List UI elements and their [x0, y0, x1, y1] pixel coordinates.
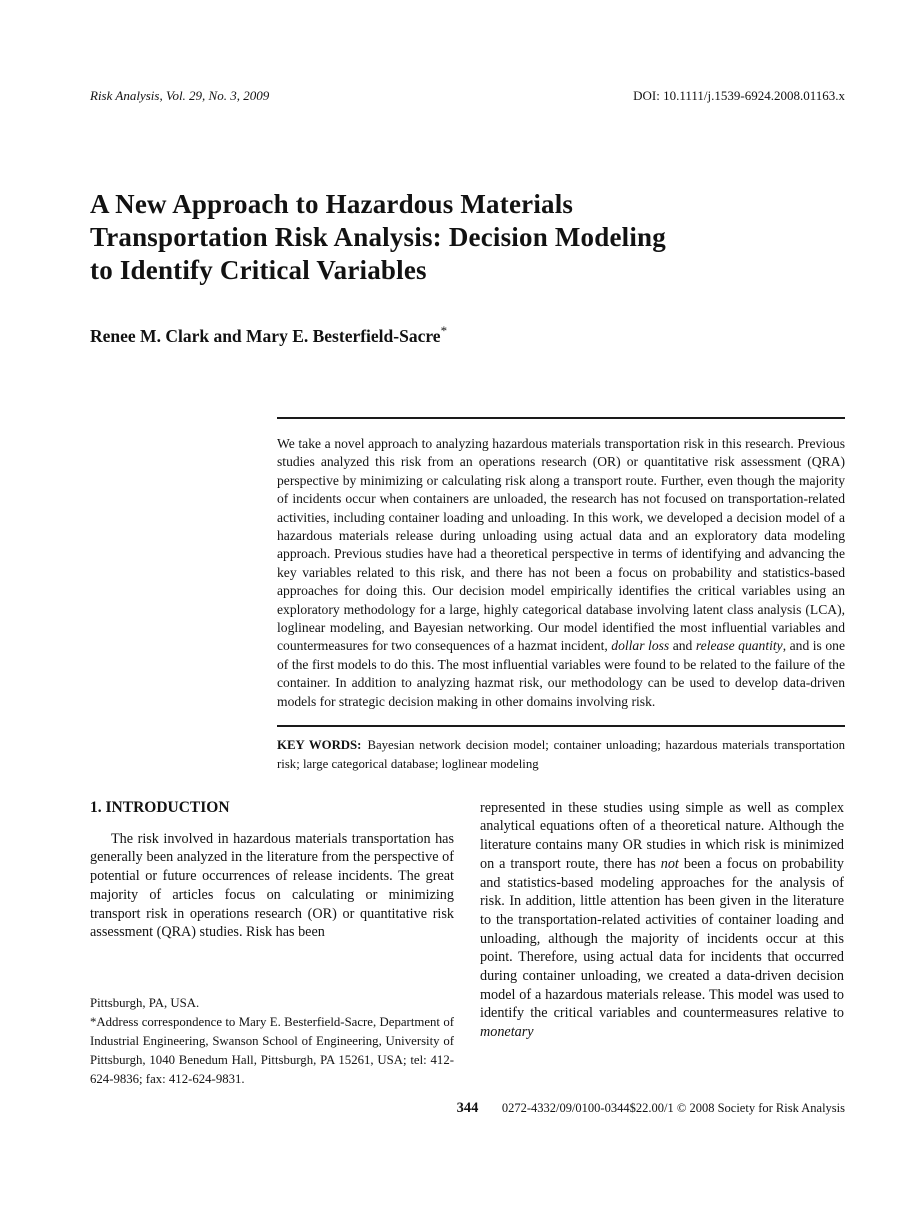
body-segment-italic: monetary: [480, 1024, 534, 1041]
copyright-line: 0272-4332/09/0100-0344$22.00/1 © 2008 Society for Risk Analysis: [501, 1100, 845, 1115]
abstract-top-rule: [277, 417, 845, 419]
author-affiliation-mark: *: [440, 323, 448, 339]
author-line: [90, 325, 845, 347]
running-head: [90, 88, 845, 104]
abstract-segment-italic: dollar loss: [611, 638, 670, 654]
page-number: 344: [456, 1099, 479, 1116]
correspondence-footnote: [90, 994, 454, 1089]
introduction-right-paragraph: [480, 799, 844, 1042]
doi-text: DOI: 10.1111/j.1539-6924.2008.01163.x: [633, 88, 845, 103]
abstract-block: [277, 417, 845, 774]
article-title-line-2: Transportation Risk Analysis: Decision Modeling: [90, 222, 666, 252]
body-segment: represented in these studies using simple as well as complex analytical equations often of a theoretical nature. Although the literature contains many OR studies in which risk is minimized on a transport route, there has: [480, 799, 844, 872]
journal-reference: Risk Analysis, Vol. 29, No. 3, 2009: [90, 88, 270, 103]
abstract-text: [277, 435, 845, 711]
introduction-left-paragraph: The risk involved in hazardous materials transportation has generally been analyzed in the literature from the perspective of potential or future occurrences of release incidents. The great majority of articles focus on calculating or minimizing transport risk in operations research (OR) or quantitative risk assessment (QRA) studies. Risk has been: [90, 830, 454, 941]
article-title-line-1: A New Approach to Hazardous Materials: [90, 189, 574, 219]
footnote-correspondence: *Address correspondence to Mary E. Besterfield-Sacre, Department of Industrial Engineering, Swanson School of Engineering, University of Pittsburgh, 1040 Benedum Hall, Pittsburgh, PA 15261, USA; tel: 412-624-9836; fax: 412-624-9831.: [90, 1014, 454, 1086]
author-names: Renee M. Clark and Mary E. Besterfield-Sacre: [90, 326, 441, 346]
right-column: [480, 799, 844, 1089]
body-segment-italic: not: [660, 855, 679, 872]
left-column: [90, 799, 454, 1089]
abstract-segment-italic: release quantity: [695, 638, 783, 654]
keywords-top-rule: [277, 725, 845, 727]
article-title: [90, 188, 845, 287]
body-segment: been a focus on probability and statistics-based modeling approaches for the analysis of risk. In addition, little attention has been given in the literature to the transportation-related activities of container loading and unloading, although the majority of incidents occur at this point. Therefore, using actual data for incidents that occurred during container unloading, we created a data-driven decision model of a hazardous materials release. This model was used to identify the critical variables and countermeasures relative to: [480, 855, 844, 1022]
body-columns: [90, 799, 845, 1089]
keywords-label: KEY WORDS:: [277, 737, 362, 752]
keywords: [277, 736, 845, 774]
abstract-segment: We take a novel approach to analyzing hazardous materials transportation risk in this research. Previous studies analyzed this risk from an operations research (OR) or quantitative risk assessment (QRA) perspective by minimizing or calculating risk along a transport route. Further, even though the majority of incidents occur when containers are unloaded, the research has not focused on transportation-related activities, including container loading and unloading. In this work, we developed a decision model of a hazardous materials release during unloading using actual data and an exploratory data modeling approach. Previous studies have had a theoretical perspective in terms of identifying and advancing the key variables related to this risk, and there has not been a focus on probability and statistics-based approaches for doing this. Our decision model empirically identifies the critical variables using an exploratory methodology for a large, highly categorical database involving latent class analysis (LCA), loglinear modeling, and Bayesian networking. Our model identified the most influential variables and countermeasures for two consequences of a hazmat incident,: [277, 436, 845, 654]
article-title-line-3: to Identify Critical Variables: [90, 255, 427, 285]
abstract-segment: , and is one of the first models to do this. The most influential variables were found to be related to the failure of the container. In addition to analyzing hazmat risk, our methodology can be used to develop data-driven models for strategic decision making in other domains involving risk.: [277, 638, 845, 709]
abstract-segment: and: [669, 638, 696, 654]
page-footer: [90, 1099, 845, 1117]
keywords-text: Bayesian network decision model; container unloading; hazardous materials transportation risk; large categorical database; loglinear modeling: [277, 737, 845, 771]
section-heading-introduction: 1. INTRODUCTION: [90, 798, 230, 816]
footnote-affiliation: Pittsburgh, PA, USA.: [90, 995, 200, 1010]
